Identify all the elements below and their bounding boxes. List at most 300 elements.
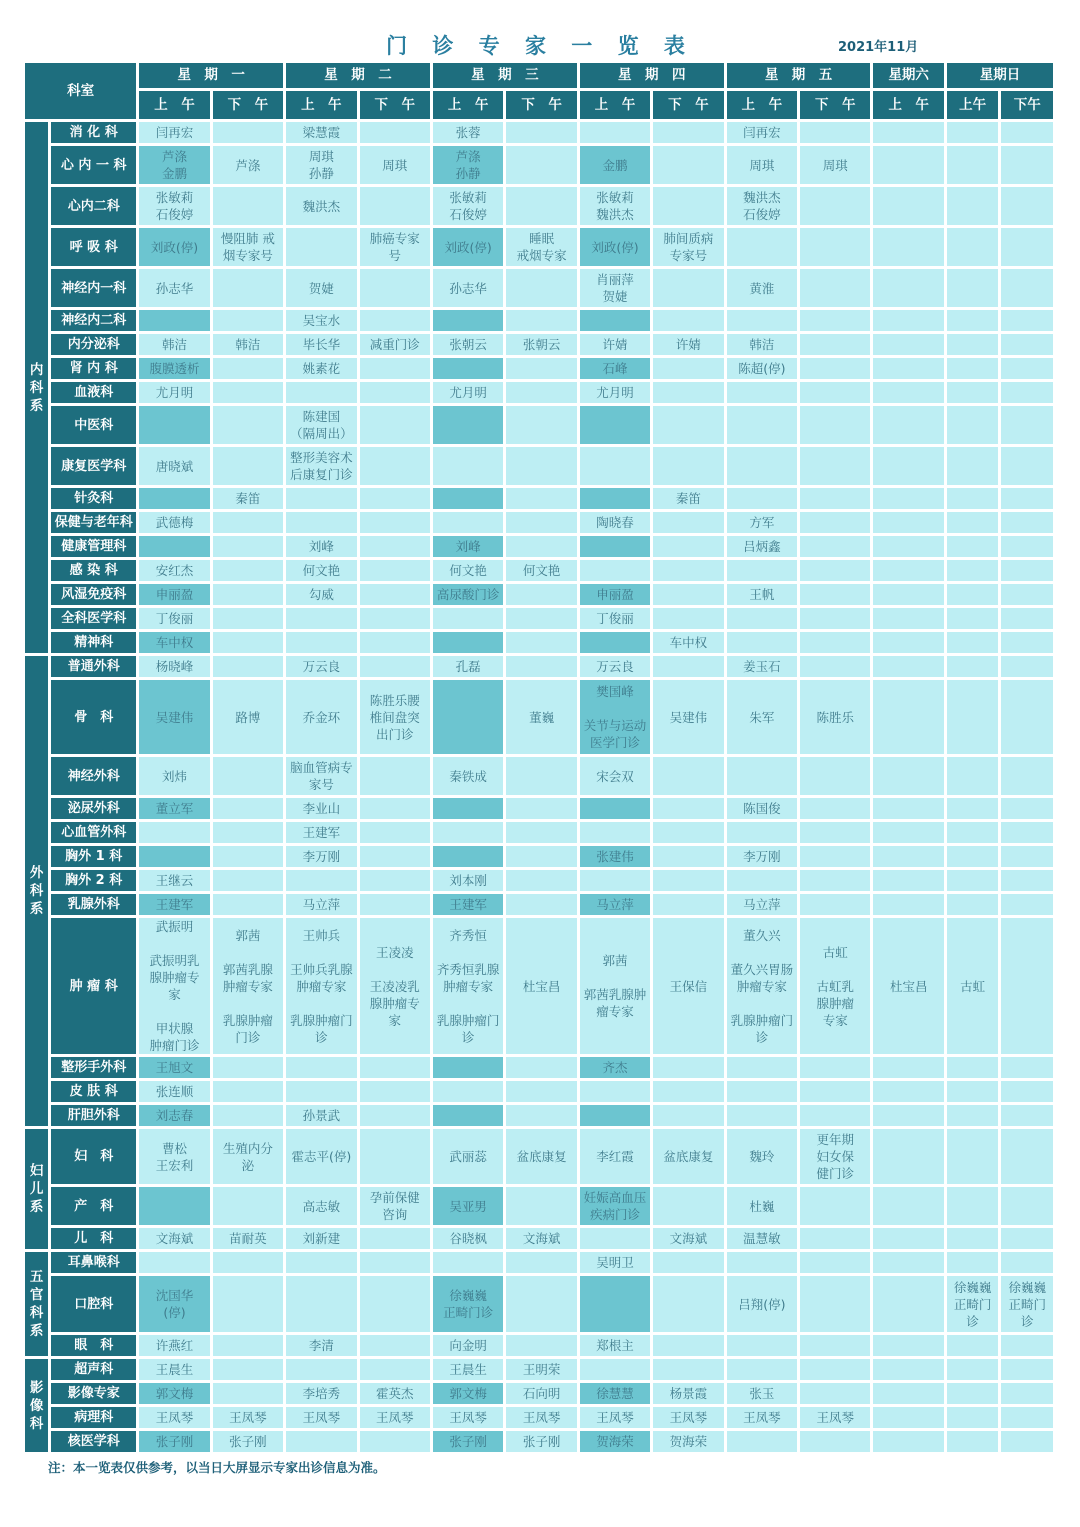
schedule-cell: [213, 1187, 283, 1225]
schedule-cell: [506, 584, 576, 605]
page-title: 门 诊 专 家 一 览 表: [386, 34, 694, 58]
schedule-cell: [653, 1187, 723, 1225]
schedule-cell: [433, 846, 503, 867]
schedule-cell: [947, 584, 999, 605]
schedule-cell: 孙志华: [433, 269, 503, 307]
schedule-cell: 张建伟: [580, 846, 650, 867]
department-name: 骨 科: [51, 680, 136, 754]
schedule-cell: [506, 1057, 576, 1078]
schedule-row: [25, 1081, 1053, 1102]
schedule-cell: [213, 1383, 283, 1404]
schedule-cell: 董巍: [506, 680, 576, 754]
schedule-row: [25, 512, 1053, 533]
schedule-cell: 王晨生: [433, 1359, 503, 1380]
schedule-cell: 韩洁: [139, 334, 209, 355]
header-dept-label: 科室: [25, 63, 136, 119]
schedule-cell: [947, 269, 999, 307]
schedule-cell: [873, 1129, 943, 1184]
schedule-cell: [1001, 608, 1053, 629]
schedule-cell: 张敏莉 魏洪杰: [580, 187, 650, 225]
schedule-cell: [800, 334, 870, 355]
schedule-cell: 盆底康复: [506, 1129, 576, 1184]
schedule-cell: [580, 406, 650, 444]
department-name: 感 染 科: [51, 560, 136, 581]
schedule-cell: 杨景霞: [653, 1383, 723, 1404]
schedule-cell: [873, 488, 943, 509]
schedule-cell: 陈建国 （隔周出）: [286, 406, 356, 444]
schedule-cell: [1001, 798, 1053, 819]
schedule-cell: [653, 1105, 723, 1126]
schedule-cell: 张玉: [727, 1383, 797, 1404]
schedule-cell: [580, 536, 650, 557]
schedule-cell: [653, 822, 723, 843]
schedule-row: [25, 228, 1053, 266]
schedule-cell: 霍志平(停): [286, 1129, 356, 1184]
schedule-cell: [360, 382, 430, 403]
schedule-cell: [653, 310, 723, 331]
department-name: 保健与老年科: [51, 512, 136, 533]
schedule-cell: [360, 488, 430, 509]
header-day-sun: 星期日: [947, 63, 1053, 88]
schedule-cell: [800, 310, 870, 331]
schedule-cell: [286, 512, 356, 533]
schedule-cell: [1001, 187, 1053, 225]
schedule-cell: 杜宝昌: [873, 918, 943, 1054]
department-name: 风湿免疫科: [51, 584, 136, 605]
schedule-cell: [213, 1057, 283, 1078]
schedule-cell: [1001, 1105, 1053, 1126]
schedule-cell: [1001, 846, 1053, 867]
schedule-cell: [286, 228, 356, 266]
schedule-cell: [1001, 122, 1053, 143]
schedule-cell: [873, 334, 943, 355]
schedule-cell: [873, 536, 943, 557]
schedule-cell: 许燕红: [139, 1335, 209, 1356]
schedule-cell: 刘峰: [433, 536, 503, 557]
schedule-cell: [139, 406, 209, 444]
schedule-cell: [360, 358, 430, 379]
header-day-thu: 星 期 四: [580, 63, 724, 88]
schedule-cell: [653, 1359, 723, 1380]
schedule-row: [25, 870, 1053, 891]
schedule-cell: [506, 608, 576, 629]
schedule-cell: [727, 447, 797, 485]
department-name: 影像专家: [51, 1383, 136, 1404]
schedule-row: [25, 146, 1053, 184]
schedule-cell: [1001, 870, 1053, 891]
schedule-cell: [360, 798, 430, 819]
schedule-cell: [580, 447, 650, 485]
schedule-cell: [800, 870, 870, 891]
schedule-cell: 减重门诊: [360, 334, 430, 355]
schedule-cell: [947, 560, 999, 581]
schedule-row: [25, 488, 1053, 509]
schedule-cell: [506, 447, 576, 485]
schedule-cell: [213, 406, 283, 444]
schedule-row: [25, 310, 1053, 331]
schedule-cell: 齐杰: [580, 1057, 650, 1078]
schedule-cell: [433, 358, 503, 379]
schedule-cell: 刘峰: [286, 536, 356, 557]
schedule-cell: [947, 1105, 999, 1126]
schedule-row: [25, 406, 1053, 444]
schedule-cell: [213, 358, 283, 379]
schedule-cell: 秦铁成: [433, 757, 503, 795]
schedule-cell: [1001, 680, 1053, 754]
schedule-cell: [800, 1276, 870, 1332]
schedule-cell: 周琪: [360, 146, 430, 184]
department-name: 普通外科: [51, 656, 136, 677]
schedule-cell: [873, 822, 943, 843]
schedule-cell: [580, 1081, 650, 1102]
header-day-wed: 星 期 三: [433, 63, 577, 88]
schedule-cell: [947, 1187, 999, 1225]
schedule-cell: [727, 310, 797, 331]
schedule-cell: [213, 798, 283, 819]
schedule-cell: [433, 1252, 503, 1273]
schedule-cell: [947, 1081, 999, 1102]
schedule-cell: 张朝云: [433, 334, 503, 355]
schedule-cell: [433, 488, 503, 509]
department-name: 消 化 科: [51, 122, 136, 143]
schedule-cell: [213, 1335, 283, 1356]
schedule-cell: [286, 382, 356, 403]
schedule-cell: [580, 870, 650, 891]
schedule-cell: [286, 488, 356, 509]
schedule-cell: [213, 560, 283, 581]
schedule-cell: [213, 656, 283, 677]
schedule-cell: [139, 1187, 209, 1225]
schedule-cell: [800, 608, 870, 629]
schedule-cell: 姜玉石: [727, 656, 797, 677]
schedule-cell: [1001, 1187, 1053, 1225]
schedule-cell: [286, 1057, 356, 1078]
schedule-cell: 曹松 王宏利: [139, 1129, 209, 1184]
schedule-cell: 腹膜透析: [139, 358, 209, 379]
schedule-row: [25, 680, 1053, 754]
schedule-cell: [1001, 447, 1053, 485]
schedule-cell: 孔磊: [433, 656, 503, 677]
schedule-cell: [213, 757, 283, 795]
schedule-cell: [947, 406, 999, 444]
schedule-cell: 王晨生: [139, 1359, 209, 1380]
schedule-row: [25, 1407, 1053, 1428]
schedule-cell: [727, 1431, 797, 1452]
schedule-cell: [800, 488, 870, 509]
schedule-row: [25, 894, 1053, 915]
schedule-cell: [873, 870, 943, 891]
department-name: 健康管理科: [51, 536, 136, 557]
schedule-cell: 王凤琴: [433, 1407, 503, 1428]
schedule-cell: [433, 1057, 503, 1078]
schedule-row: [25, 1359, 1053, 1380]
schedule-cell: [1001, 406, 1053, 444]
schedule-cell: [653, 656, 723, 677]
schedule-cell: 武振明 武振明乳 腺肿瘤专 家 甲状腺 肿瘤门诊: [139, 918, 209, 1054]
schedule-row: [25, 1276, 1053, 1332]
schedule-cell: [580, 822, 650, 843]
schedule-row: [25, 560, 1053, 581]
schedule-cell: [360, 536, 430, 557]
schedule-cell: 李红霞: [580, 1129, 650, 1184]
schedule-cell: [947, 1335, 999, 1356]
schedule-cell: 肺间质病 专家号: [653, 228, 723, 266]
schedule-cell: 韩洁: [727, 334, 797, 355]
schedule-cell: [286, 1359, 356, 1380]
schedule-cell: [800, 1252, 870, 1273]
schedule-cell: 周琪 孙静: [286, 146, 356, 184]
schedule-cell: [873, 608, 943, 629]
schedule-cell: [947, 1359, 999, 1380]
schedule-cell: [727, 1057, 797, 1078]
schedule-cell: 陈超(停): [727, 358, 797, 379]
department-name: 产 科: [51, 1187, 136, 1225]
schedule-cell: [580, 1276, 650, 1332]
department-name: 胸外 2 科: [51, 870, 136, 891]
schedule-cell: [1001, 1057, 1053, 1078]
schedule-cell: 王建军: [139, 894, 209, 915]
schedule-row: [25, 447, 1053, 485]
schedule-cell: [873, 146, 943, 184]
schedule-row: [25, 798, 1053, 819]
schedule-cell: [947, 656, 999, 677]
schedule-cell: 张连顺: [139, 1081, 209, 1102]
schedule-cell: [1001, 656, 1053, 677]
schedule-cell: [360, 310, 430, 331]
schedule-cell: [800, 632, 870, 653]
schedule-cell: 妊娠高血压 疾病门诊: [580, 1187, 650, 1225]
schedule-row: [25, 382, 1053, 403]
schedule-cell: [360, 1081, 430, 1102]
schedule-row: [25, 269, 1053, 307]
schedule-cell: [506, 846, 576, 867]
schedule-cell: [947, 1383, 999, 1404]
header-session: 上 午: [580, 91, 650, 119]
schedule-cell: [433, 680, 503, 754]
schedule-cell: 何文艳: [506, 560, 576, 581]
schedule-cell: 孕前保健 咨询: [360, 1187, 430, 1225]
system-label: 外 科 系: [25, 656, 48, 1126]
department-name: 胸外 1 科: [51, 846, 136, 867]
schedule-cell: [653, 798, 723, 819]
schedule-cell: [213, 1359, 283, 1380]
schedule-cell: 刘志春: [139, 1105, 209, 1126]
schedule-cell: 盆底康复: [653, 1129, 723, 1184]
schedule-cell: [213, 1081, 283, 1102]
schedule-cell: [653, 560, 723, 581]
schedule-cell: [1001, 918, 1053, 1054]
schedule-cell: 更年期 妇女保 健门诊: [800, 1129, 870, 1184]
schedule-cell: [800, 358, 870, 379]
department-name: 全科医学科: [51, 608, 136, 629]
schedule-cell: [653, 358, 723, 379]
schedule-cell: 张子刚: [213, 1431, 283, 1452]
schedule-cell: [653, 1081, 723, 1102]
schedule-cell: [653, 146, 723, 184]
schedule-row: [25, 918, 1053, 1054]
schedule-cell: [139, 822, 209, 843]
schedule-cell: [433, 822, 503, 843]
schedule-cell: 古虹 古虹乳 腺肿瘤 专家: [800, 918, 870, 1054]
schedule-cell: [213, 584, 283, 605]
schedule-cell: [506, 870, 576, 891]
schedule-cell: [873, 757, 943, 795]
schedule-cell: [947, 632, 999, 653]
department-name: 神经内二科: [51, 310, 136, 331]
schedule-cell: 魏玲: [727, 1129, 797, 1184]
schedule-cell: 安红杰: [139, 560, 209, 581]
schedule-cell: [873, 1252, 943, 1273]
schedule-cell: 许婧: [653, 334, 723, 355]
schedule-cell: [873, 894, 943, 915]
schedule-cell: 何文艳: [286, 560, 356, 581]
schedule-cell: 谷晓枫: [433, 1228, 503, 1249]
schedule-cell: 周琪: [727, 146, 797, 184]
department-name: 耳鼻喉科: [51, 1252, 136, 1273]
schedule-cell: 刘新建: [286, 1228, 356, 1249]
system-label: 五 官 科 系: [25, 1252, 48, 1356]
schedule-cell: 毕长华: [286, 334, 356, 355]
schedule-cell: 文海斌: [506, 1228, 576, 1249]
department-name: 康复医学科: [51, 447, 136, 485]
schedule-cell: [1001, 757, 1053, 795]
schedule-row: [25, 1057, 1053, 1078]
schedule-cell: [653, 894, 723, 915]
schedule-cell: [433, 310, 503, 331]
schedule-cell: [947, 846, 999, 867]
schedule-cell: 尤月明: [580, 382, 650, 403]
schedule-row: [25, 1383, 1053, 1404]
schedule-cell: [506, 1105, 576, 1126]
schedule-cell: [727, 822, 797, 843]
schedule-cell: 董久兴 董久兴胃肠 肿瘤专家 乳腺肿瘤门 诊: [727, 918, 797, 1054]
schedule-cell: 睡眠 戒烟专家: [506, 228, 576, 266]
schedule-cell: [286, 1276, 356, 1332]
schedule-cell: [360, 870, 430, 891]
schedule-cell: [213, 632, 283, 653]
schedule-cell: [873, 1383, 943, 1404]
schedule-cell: 霍英杰: [360, 1383, 430, 1404]
schedule-cell: [360, 656, 430, 677]
schedule-cell: [506, 310, 576, 331]
header-session: 下午: [1001, 91, 1053, 119]
schedule-cell: 整形美容术 后康复门诊: [286, 447, 356, 485]
schedule-cell: [1001, 1252, 1053, 1273]
schedule-cell: [213, 1105, 283, 1126]
schedule-cell: 宋会双: [580, 757, 650, 795]
schedule-cell: [800, 560, 870, 581]
schedule-cell: [653, 1252, 723, 1273]
schedule-row: [25, 822, 1053, 843]
schedule-row: [25, 1252, 1053, 1273]
schedule-cell: [947, 680, 999, 754]
schedule-cell: 沈国华 (停): [139, 1276, 209, 1332]
schedule-cell: [506, 798, 576, 819]
schedule-cell: 丁俊丽: [139, 608, 209, 629]
department-name: 病理科: [51, 1407, 136, 1428]
schedule-row: [25, 656, 1053, 677]
schedule-cell: [653, 269, 723, 307]
schedule-cell: [580, 1228, 650, 1249]
schedule-cell: 王帅兵 王帅兵乳腺 肿瘤专家 乳腺肿瘤门 诊: [286, 918, 356, 1054]
schedule-row: [25, 1187, 1053, 1225]
schedule-cell: 肺癌专家 号: [360, 228, 430, 266]
schedule-cell: 秦笛: [653, 488, 723, 509]
schedule-cell: [360, 122, 430, 143]
schedule-cell: [800, 1383, 870, 1404]
schedule-cell: [1001, 1335, 1053, 1356]
schedule-cell: 石向明: [506, 1383, 576, 1404]
schedule-cell: 吴宝水: [286, 310, 356, 331]
header-session: 上 午: [139, 91, 209, 119]
schedule-cell: 万云良: [580, 656, 650, 677]
schedule-cell: [653, 870, 723, 891]
schedule-cell: [286, 870, 356, 891]
schedule-cell: [947, 382, 999, 403]
system-label: 妇 儿 系: [25, 1129, 48, 1249]
schedule-cell: [139, 488, 209, 509]
schedule-cell: [800, 228, 870, 266]
schedule-cell: [433, 632, 503, 653]
schedule-cell: [653, 382, 723, 403]
schedule-cell: [1001, 382, 1053, 403]
schedule-cell: 徐巍巍 正畸门诊: [433, 1276, 503, 1332]
schedule-cell: [800, 1228, 870, 1249]
schedule-cell: [873, 187, 943, 225]
schedule-cell: 生殖内分 泌: [213, 1129, 283, 1184]
schedule-cell: [1001, 1431, 1053, 1452]
schedule-cell: 郑根主: [580, 1335, 650, 1356]
schedule-row: [25, 1129, 1053, 1184]
schedule-cell: 张敏莉 石俊婷: [433, 187, 503, 225]
schedule-cell: 刘政(停): [139, 228, 209, 266]
department-name: 眼 科: [51, 1335, 136, 1356]
schedule-cell: [873, 1359, 943, 1380]
schedule-cell: [873, 382, 943, 403]
schedule-cell: 贺海荣: [580, 1431, 650, 1452]
header-session: 上 午: [433, 91, 503, 119]
schedule-cell: 唐晓斌: [139, 447, 209, 485]
schedule-cell: 孙景武: [286, 1105, 356, 1126]
schedule-cell: [433, 447, 503, 485]
schedule-cell: [1001, 146, 1053, 184]
schedule-cell: [1001, 1228, 1053, 1249]
schedule-cell: [727, 757, 797, 795]
schedule-cell: [360, 1252, 430, 1273]
schedule-cell: 陶晓春: [580, 512, 650, 533]
department-name: 肝胆外科: [51, 1105, 136, 1126]
schedule-cell: [873, 1228, 943, 1249]
schedule-cell: 刘政(停): [580, 228, 650, 266]
schedule-cell: 郭文梅: [139, 1383, 209, 1404]
schedule-cell: 徐巍巍 正畸门 诊: [1001, 1276, 1053, 1332]
schedule-cell: [360, 187, 430, 225]
schedule-cell: [360, 1228, 430, 1249]
schedule-cell: [653, 122, 723, 143]
header-day-row: [25, 63, 1053, 88]
schedule-cell: [947, 894, 999, 915]
schedule-cell: [653, 187, 723, 225]
header-session: 下 午: [800, 91, 870, 119]
schedule-cell: [727, 870, 797, 891]
schedule-cell: [506, 1335, 576, 1356]
schedule-cell: [727, 382, 797, 403]
schedule-cell: [873, 1407, 943, 1428]
department-name: 妇 科: [51, 1129, 136, 1184]
schedule-cell: 张子刚: [506, 1431, 576, 1452]
schedule-cell: [286, 1431, 356, 1452]
schedule-cell: [360, 1129, 430, 1184]
